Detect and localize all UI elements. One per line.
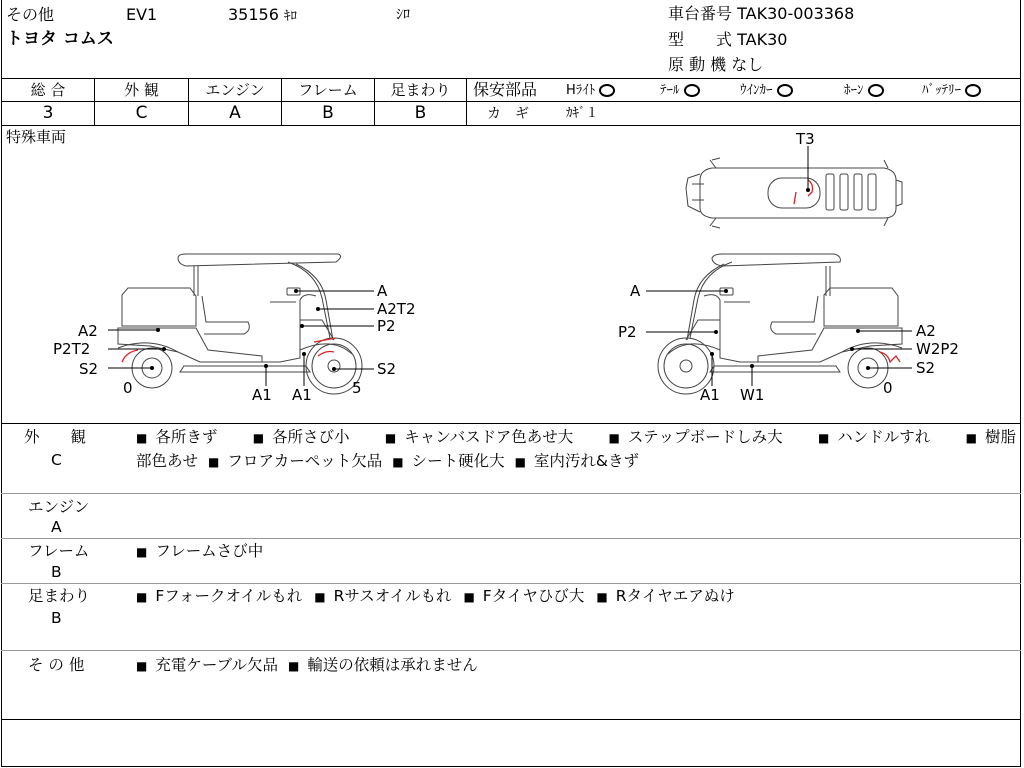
square-bullet-icon: ■ <box>136 590 148 604</box>
issue-item <box>208 452 382 470</box>
issue-item <box>596 587 734 605</box>
vehicle-name: トヨタ コムス <box>6 29 114 49</box>
motor: 原 動 機 なし <box>668 55 764 74</box>
square-bullet-icon: ■ <box>287 659 300 673</box>
issue-text: Fタイヤひび大 <box>482 587 585 605</box>
square-bullet-icon: ■ <box>314 590 326 604</box>
square-bullet-icon: ■ <box>817 431 830 445</box>
key-label: カ ギ <box>487 106 529 122</box>
issue-item <box>136 426 217 450</box>
left-label-s2-front: S2 <box>377 360 397 378</box>
right-label-a: A <box>630 282 641 300</box>
ok-circle-icon <box>868 84 884 97</box>
frame-grade: B <box>322 103 334 123</box>
issue-text: 各所きず <box>155 428 218 446</box>
right-label-a2: A2 <box>916 322 936 340</box>
category: その他 <box>6 5 55 24</box>
issue-text: シート硬化大 <box>411 452 505 470</box>
left-label-a1-front: A1 <box>292 386 312 404</box>
right-label-p2: P2 <box>618 323 637 341</box>
square-bullet-icon: ■ <box>208 455 220 469</box>
left-label-p2t2: P2T2 <box>53 340 91 358</box>
overall-grade: 3 <box>42 103 54 123</box>
winker-item: ｳｲﾝｶｰ <box>740 83 793 98</box>
model-code: EV1 <box>126 5 158 24</box>
detail-engine-label: エンジン <box>28 498 90 516</box>
left-label-five: 5 <box>352 379 362 397</box>
suspension-label: 足まわり <box>390 81 451 99</box>
top-view-icon <box>686 158 902 228</box>
battery-item: ﾊﾞｯﾃﾘｰ <box>922 83 981 98</box>
engine-grade: A <box>229 103 241 123</box>
detail-exterior-items <box>136 426 1016 474</box>
left-label-a1-step: A1 <box>252 386 272 404</box>
overall-label: 総 合 <box>30 81 66 99</box>
right-label-w2p2: W2P2 <box>916 340 959 358</box>
chassis-number: 車台番号 TAK30-003368 <box>668 4 855 23</box>
issue-item <box>136 656 278 674</box>
tail-item: ﾃｰﾙ <box>660 83 700 98</box>
issue-item <box>253 426 350 450</box>
frame-label: フレーム <box>298 81 358 99</box>
ok-circle-icon <box>965 84 981 97</box>
issue-text: Rサスオイルもれ <box>333 587 452 605</box>
vehicle-damage-diagram <box>0 125 1024 423</box>
exterior-label: 外 観 <box>124 81 159 99</box>
headlight-item: Hﾗｲﾄ <box>566 83 615 98</box>
left-label-a: A <box>377 282 388 300</box>
mileage: 35156 ｷﾛ <box>228 5 297 24</box>
detail-engine-grade: A <box>51 518 62 536</box>
issue-item <box>314 587 451 605</box>
detail-frame-grade: B <box>51 563 62 581</box>
right-label-w1: W1 <box>740 386 765 404</box>
issue-item <box>609 426 783 450</box>
right-label-zero: 0 <box>883 379 893 397</box>
detail-exterior-label: 外 観 <box>24 428 87 446</box>
detail-other-items <box>136 654 488 678</box>
ok-circle-icon <box>777 84 793 97</box>
model-type: 型 式 TAK30 <box>668 30 788 49</box>
right-label-a1: A1 <box>700 386 720 404</box>
square-bullet-icon: ■ <box>136 545 148 559</box>
issue-text: 部色あせ <box>136 452 199 470</box>
left-label-zero: 0 <box>123 379 133 397</box>
issue-text: Rタイヤエアぬけ <box>615 587 735 605</box>
color: ｼﾛ <box>396 7 410 23</box>
square-bullet-icon: ■ <box>463 590 475 604</box>
issue-item <box>136 542 263 560</box>
issue-text: Fフォークオイルもれ <box>155 587 303 605</box>
safety-label: 保安部品 <box>473 80 538 99</box>
issue-text: フレームさび中 <box>155 542 264 560</box>
detail-suspension-items <box>136 585 747 609</box>
left-label-p2: P2 <box>377 317 396 335</box>
top-label-t3: T3 <box>796 130 815 148</box>
left-side-view-icon <box>118 254 362 394</box>
issue-item <box>288 656 478 674</box>
issue-item <box>392 452 504 470</box>
issue-text: ステップボードしみ大 <box>627 428 783 446</box>
issue-item <box>818 426 930 450</box>
issue-text: 輸送の依頼は承れません <box>307 656 478 674</box>
square-bullet-icon: ■ <box>392 455 404 469</box>
detail-exterior-grade: C <box>51 451 62 469</box>
left-label-a2: A2 <box>78 322 98 340</box>
key-value: ｶｷﾞ１ <box>566 106 599 121</box>
issue-text: 各所さび小 <box>272 428 350 446</box>
issue-item <box>463 587 584 605</box>
issue-text: 室内汚れ&きず <box>533 452 640 470</box>
square-bullet-icon: ■ <box>136 659 148 673</box>
detail-suspension-label: 足まわり <box>28 587 91 605</box>
right-label-s2: S2 <box>916 359 936 377</box>
square-bullet-icon: ■ <box>252 431 265 445</box>
detail-other-label: そ の 他 <box>28 656 85 674</box>
detail-suspension-grade: B <box>51 609 62 627</box>
square-bullet-icon: ■ <box>596 590 608 604</box>
detail-frame-label: フレーム <box>28 542 90 560</box>
issue-text: 樹脂 <box>984 428 1016 446</box>
issue-text: ハンドルすれ <box>837 428 931 446</box>
left-label-a2t2: A2T2 <box>377 300 416 318</box>
issue-text: 充電ケーブル欠品 <box>155 656 278 674</box>
issue-item <box>385 426 573 450</box>
suspension-grade: B <box>414 103 427 123</box>
issue-text: キャンバスドア色あせ大 <box>404 428 574 446</box>
section-label: 特殊車両 <box>6 128 67 146</box>
square-bullet-icon: ■ <box>514 455 526 469</box>
square-bullet-icon: ■ <box>608 431 620 445</box>
square-bullet-icon: ■ <box>965 431 977 445</box>
left-label-s2-rear: S2 <box>79 360 99 378</box>
ok-circle-icon <box>599 84 615 97</box>
issue-text: フロアカーペット欠品 <box>227 452 383 470</box>
exterior-grade: C <box>135 103 148 123</box>
ok-circle-icon <box>684 84 700 97</box>
issue-item <box>136 587 302 605</box>
issue-item <box>966 426 1016 450</box>
engine-label: エンジン <box>205 81 265 99</box>
issue-item <box>515 452 639 470</box>
detail-frame-items <box>136 540 273 564</box>
square-bullet-icon: ■ <box>384 431 397 445</box>
horn-item: ﾎｰﾝ <box>844 83 884 98</box>
square-bullet-icon: ■ <box>136 431 148 445</box>
right-side-view-icon <box>658 254 902 394</box>
